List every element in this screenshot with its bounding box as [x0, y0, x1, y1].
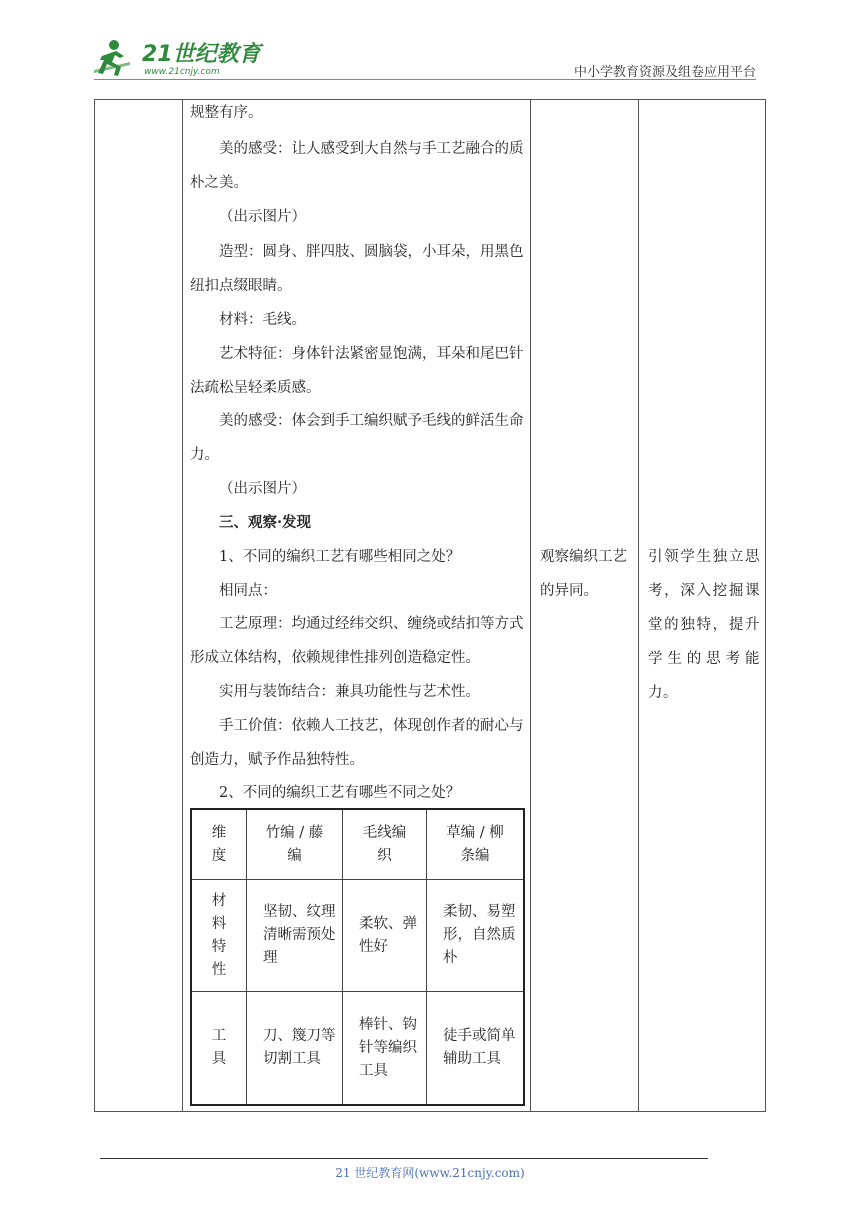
table-cell: 棒针、钩针等编织工具	[343, 992, 427, 1104]
paragraph: 美的感受：让人感受到大自然与手工艺融合的质朴之美。	[190, 141, 524, 191]
paragraph: 艺术特征：身体针法紧密显饱满，耳朵和尾巴针法疏松呈轻柔质感。	[190, 346, 524, 396]
table-row	[192, 992, 523, 1104]
paragraph: （出示图片）	[219, 209, 306, 225]
table-header-cell: 竹编 / 藤编	[247, 810, 343, 880]
column-divider-1	[182, 99, 183, 1112]
table-cell: 刀、篾刀等切割工具	[247, 992, 343, 1104]
paragraph: 美的感受：体会到手工编织赋予毛线的鲜活生命力。	[190, 413, 524, 463]
logo-text: 21世纪教育	[142, 42, 261, 67]
table-header-cell: 毛线编织	[343, 810, 427, 880]
paragraph: 工艺原理：均通过经纬交织、缠绕或结扣等方式形成立体结构，依赖规律性排列创造稳定性。	[190, 616, 524, 666]
table-header-cell: 草编 / 柳条编	[427, 810, 523, 880]
footer-divider	[100, 1158, 708, 1159]
table-row	[192, 880, 523, 992]
comparison-table	[190, 808, 525, 1106]
student-activity: 观察编织工艺的异同。	[540, 549, 627, 599]
paragraph: 造型：圆身、胖四肢、圆脑袋，小耳朵，用黑色纽扣点缀眼睛。	[190, 244, 524, 294]
runner-icon	[94, 40, 130, 76]
table-cell: 工具	[192, 992, 247, 1104]
column-divider-3	[638, 99, 639, 1112]
site-logo	[94, 36, 264, 80]
table-cell: 坚韧、纹理清晰需预处理	[247, 880, 343, 992]
table-row	[192, 810, 523, 880]
section-heading: 三、观察·发现	[219, 514, 312, 531]
paragraph: 规整有序。	[190, 105, 263, 121]
paragraph: （出示图片）	[219, 481, 306, 497]
paragraph: 手工价值：依赖人工技艺，体现创作者的耐心与创造力，赋予作品独特性。	[190, 718, 524, 768]
table-cell: 徒手或简单辅助工具	[443, 1028, 516, 1067]
paragraph: 1、不同的编织工艺有哪些相同之处？	[219, 549, 461, 565]
table-cell: 柔韧、易塑形，自然质朴	[427, 880, 523, 992]
logo-url: www.21cnjy.com	[144, 67, 220, 77]
design-intent: 引领学生独立思考，深入挖掘课堂的独特，提升学生的思考能力。	[648, 549, 760, 701]
table-cell: 柔软、弹性好	[343, 880, 427, 992]
table-cell: 材料特性	[192, 880, 247, 992]
table-header-cell: 维度	[192, 810, 247, 880]
paragraph: 材料：毛线。	[219, 312, 306, 328]
platform-name: 中小学教育资源及组卷应用平台	[573, 65, 756, 80]
paragraph: 实用与装饰结合：兼具功能性与艺术性。	[219, 684, 480, 700]
footer-link[interactable]: 21 世纪教育网(www.21cnjy.com)	[335, 1166, 525, 1180]
column-divider-2	[530, 99, 531, 1112]
paragraph: 2、不同的编织工艺有哪些不同之处？	[219, 785, 461, 801]
paragraph: 相同点：	[219, 583, 277, 599]
header-divider	[94, 79, 756, 80]
